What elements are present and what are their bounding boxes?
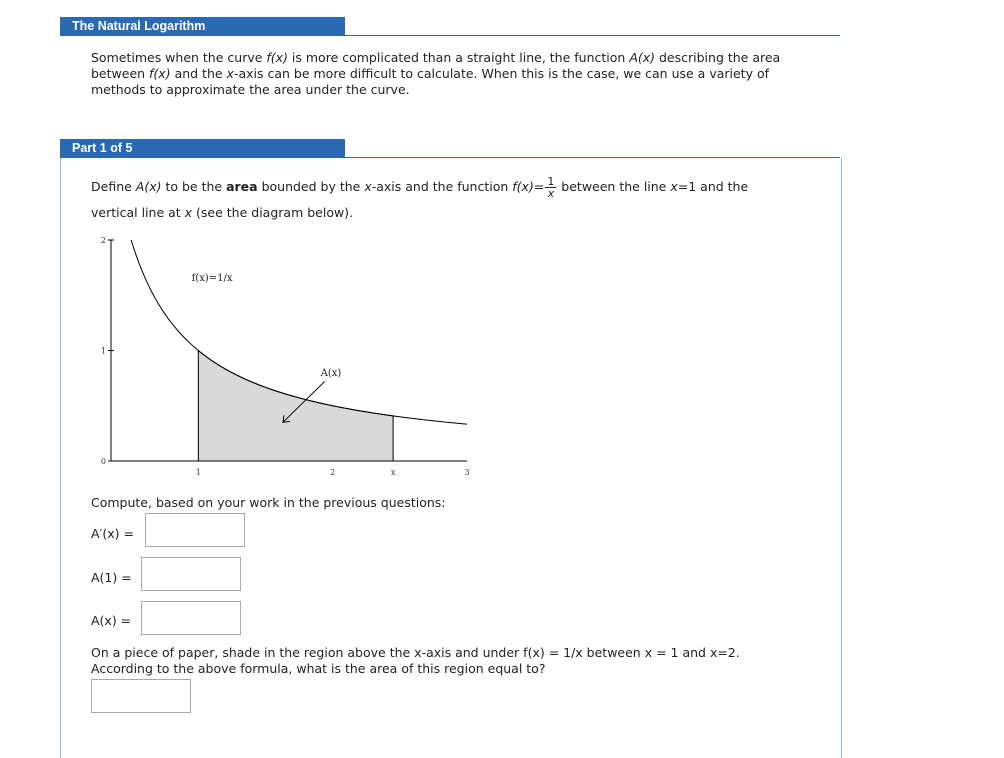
label-a-prime: A′(x) = [91, 526, 134, 541]
x-tick-label-3: 3 [464, 468, 470, 477]
intro-rule [345, 35, 840, 36]
define-line-2: vertical line at x (see the diagram below). [91, 205, 354, 220]
y-tick-label-0: 0 [100, 457, 106, 466]
intro-header [60, 17, 840, 36]
shaded-area-region [198, 351, 393, 462]
a-prime-input[interactable] [145, 513, 245, 547]
curve-one-over-x [131, 240, 467, 424]
y-tick-label-1: 1 [100, 346, 106, 356]
area-answer-input[interactable] [91, 679, 191, 713]
part-header [60, 139, 840, 158]
x-tick-label-1: 1 [195, 468, 201, 477]
curve-label: f(x)=1/x [191, 272, 233, 284]
x-tick-label-2: 2 [330, 468, 336, 477]
a-of-x-input[interactable] [141, 601, 241, 635]
paper-instruction-line-1: On a piece of paper, shade in the region above the x-axis and under f(x) = 1/x between x = 1 and x=2. [91, 645, 740, 660]
area-label: A(x) [320, 367, 342, 379]
intro-paragraph: Sometimes when the curve f(x) is more complicated than a straight line, the function A(x) describing the area between f(x) and the x-axis can be more difficult to calculate. When this is the case, we can use a variety of methods to approximate the area under the curve. [91, 50, 781, 97]
compute-prompt: Compute, based on your work in the previous questions: [91, 495, 446, 510]
x-tick-label-x: x [390, 468, 396, 477]
area-diagram [95, 228, 575, 488]
label-a-of-1: A(1) = [91, 570, 132, 585]
part-title: Part 1 of 5 [60, 139, 345, 158]
label-a-of-x: A(x) = [91, 613, 132, 628]
paper-instruction-line-2: According to the above formula, what is the area of this region equal to? [91, 661, 546, 676]
intro-title: The Natural Logarithm [60, 17, 345, 36]
define-line-1: Define A(x) to be the area bounded by the x-axis and the function f(x)= $\frac{1}{x}$ between the line x=1 and the [91, 175, 749, 200]
y-tick-label-2: 2 [100, 236, 106, 245]
one-over-x-fraction: $\frac{1}{x}$ [547, 175, 555, 200]
a-of-1-input[interactable] [141, 557, 241, 591]
